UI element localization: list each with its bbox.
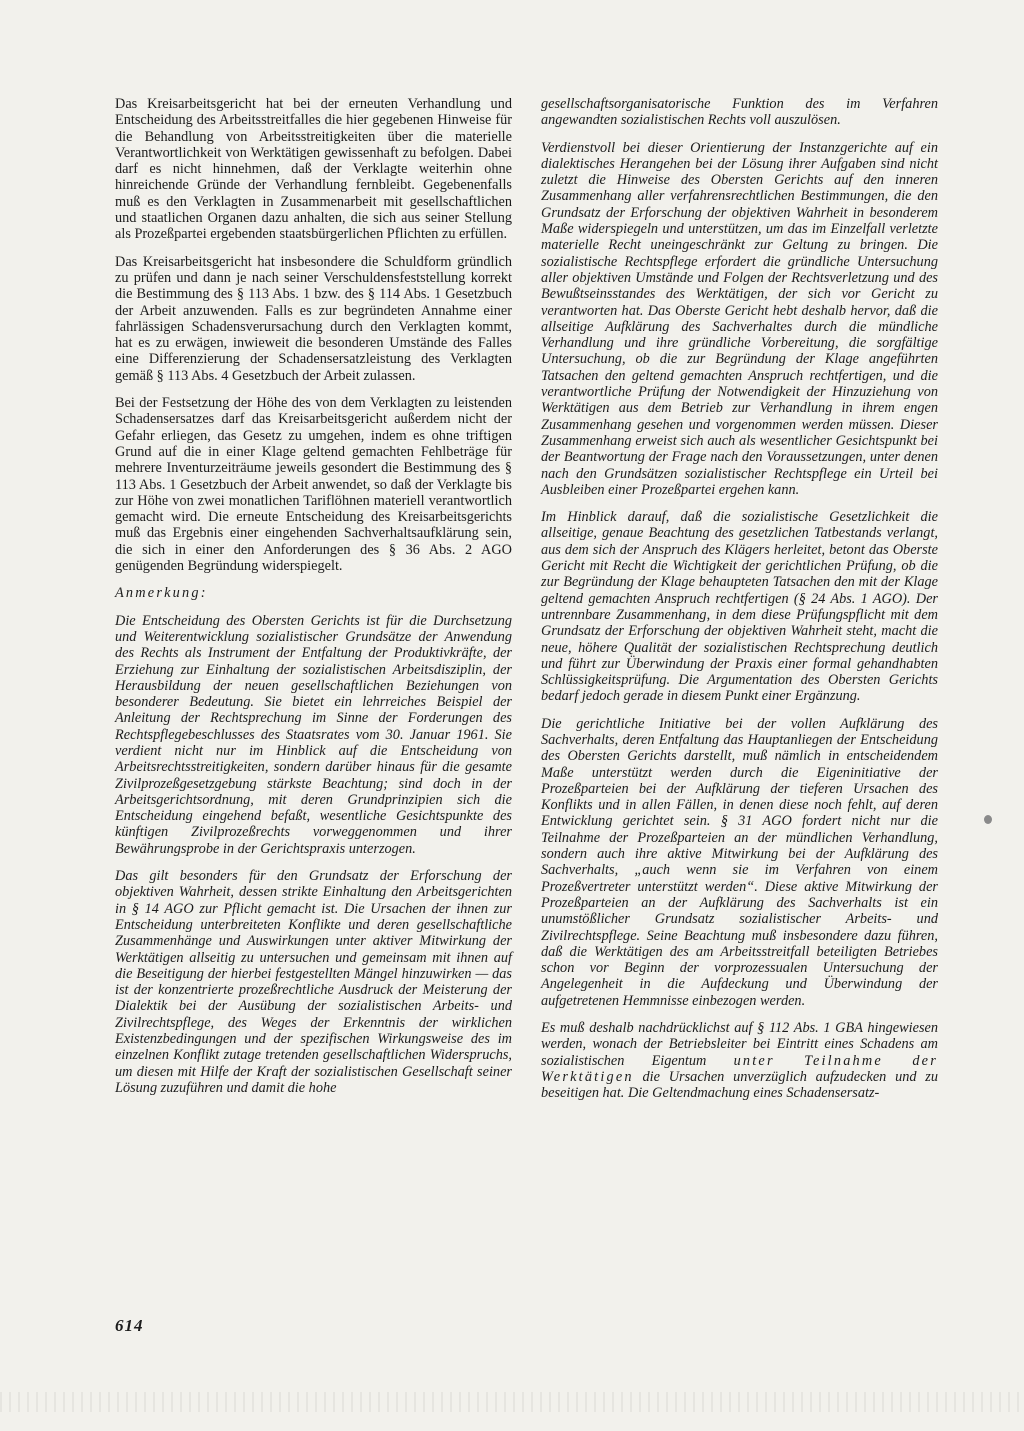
right-column: [541, 96, 938, 1113]
text-run: die Ursachen unverzüglich aufzudecken und zu beseitigen hat. Die Geltendmachung eines Schadensersatz-: [541, 1068, 938, 1102]
last-paragraph: [541, 1020, 938, 1101]
paragraph: Das Kreisarbeitsgericht hat bei der erneuten Verhandlung und Entscheidung des Arbeitsstreitfalles die hier gegebenen Hinweise für die Behandlung von Arbeitsstreitigkeiten über die materielle Verantwortlichkeit von Werktätigen gewissenhaft zu befolgen. Dabei darf es nicht hinnehmen, daß der Verklagte weiterhin ohne hinreichende Gründe der Verhandlung fernbleibt. Gegebenenfalls muß es den Verklagten in Zusammenarbeit mit gesellschaftlichen und staatlichen Organen dazu anhalten, die sich aus seiner Stellung als Prozeßpartei ergebenden staatsbürgerlichen Pflichten zu erfüllen.: [115, 96, 512, 243]
note-paragraph: Das gilt besonders für den Grundsatz der Erforschung der objektiven Wahrheit, dessen strikte Einhaltung den Arbeitsgerichten in § 14 AGO zur Pflicht gemacht ist. Die Ursachen der ihnen zur Entscheidung unterbreiteten Konflikte und deren gesellschaftliche Zusammenhänge und Auswirkungen unter aktiver Mitwirkung der Werktätigen allseitig zu untersuchen und gemeinsam mit ihnen auf die Beseitigung der hierbei festgestellten Mängel hinzuwirken — das ist der konzentrierte prozeßrechtliche Ausdruck der Meisterung der Dialektik bei der Ausübung der sozialistischen Arbeits- und Zivilrechtspflege, des Weges der Erkenntnis der wirklichen Existenzbedingungen und der spezifischen Wirkungsweise des im einzelnen Konflikt zutage tretenden gesellschaftlichen Widerspruchs, um diesen mit Hilfe der Kraft der sozialistischen Gesellschaft seiner Lösung zuzuführen und damit die hohe: [115, 868, 512, 1096]
scan-edge-noise: [0, 1392, 1024, 1412]
note-heading: Anmerkung:: [115, 585, 208, 602]
paragraph: Bei der Festsetzung der Höhe des von dem Verklagten zu leistenden Schadensersatzes darf das Kreisarbeitsgericht außerdem nicht der Gefahr erliegen, das Gesetz zu umgehen, indem es ohne triftigen Grund auf die in einer Klage geltend gemachten Fehlbeträge für mehrere Inventurzeiträume jeweils gesondert die Bestimmung des § 113 Abs. 1 Gesetzbuch der Arbeit anwendet, so daß der Verklagte bis zur Höhe von zwei monatlichen Tariflöhnen materiell verantwortlich gemacht wird. Die erneute Entscheidung des Kreisarbeitsgerichts muß das Ergebnis einer eingehenden Sachverhaltsaufklärung sein, die sich in einer den Anforderungen des § 36 Abs. 2 AGO genügenden Begründung widerspiegelt.: [115, 395, 512, 575]
note-paragraph: Die Entscheidung des Obersten Gerichts ist für die Durchsetzung und Weiterentwicklung sozialistischer Grundsätze der Anwendung des Rechts als Instrument der Entfaltung der Produktivkräfte, der Erziehung zur Einhaltung der sozialistischen Arbeitsdisziplin, der Herausbildung der neuen gesellschaftlichen Beziehungen von besonderer Bedeutung. Sie bietet ein lehrreiches Beispiel der Anleitung der Rechtsprechung im Sinne der Forderungen des Rechtspflegebeschlusses des Staatsrates vom 30. Januar 1961. Sie verdient nicht nur im Hinblick auf die Entscheidung von Arbeitsrechtsstreitigkeiten, sondern darüber hinaus für die gesamte Zivilprozeßgesetzgebung stärkste Beachtung; sind doch in der Arbeitsgerichtsordnung, mit deren Grundprinzipien sich die Entscheidung eingehend befaßt, wesentliche Gesichtspunkte des künftigen Zivilprozeßrechts vorweggenommen und ihrer Bewährungsprobe in der Gerichtspraxis unterzogen.: [115, 612, 512, 857]
text-run: Es muß deshalb nachdrücklichst auf § 112 Abs. 1 GBA hingewiesen werden, wonach der Betriebsleiter bei Eintritt eines Schadens am sozialistischen Eigentum: [541, 1020, 938, 1069]
paragraph: gesellschaftsorganisatorische Funktion des im Verfahren angewandten sozialistischen Rechts voll auszulösen.: [541, 96, 938, 129]
paragraph: Die gerichtliche Initiative bei der vollen Aufklärung des Sachverhalts, deren Entfaltung das Hauptanliegen der Entscheidung des Obersten Gerichts darstellt, muß nämlich in entscheidendem Maße unterstützt werden durch die Eigeninitiative der Prozeßparteien bei der Aufklärung der tieferen Ursachen des Konflikts und in allen Fällen, in denen diese noch fehlt, auf deren Entwicklung gerichtet sein. § 31 AGO fordert nicht nur die Teilnahme der Prozeßparteien an der mündlichen Verhandlung, sondern auch ihre aktive Mitwirkung bei der Aufklärung des Sachverhalts, „auch wenn sie im Verfahren von einem Prozeßvertreter unterstützt werden“. Diese aktive Mitwirkung der Prozeßparteien an der Aufklärung des Sachverhalts ist ein unumstößlicher Grundsatz sozialistischer Arbeits- und Zivilrechtspflege. Seine Beachtung muß insbesondere dazu führen, daß die Werktätigen des am Arbeitsstreitfall beteiligten Betriebes schon vor Beginn der vorprozessualen Untersuchung der Angelegenheit in die Aufdeckung und Überwindung der aufgetretenen Hemmnisse einbezogen werden.: [541, 715, 938, 1009]
left-column: [115, 96, 512, 1107]
scan-speck: [984, 815, 992, 824]
emphasized-text: unter Teilnahme der Werktätigen: [541, 1052, 938, 1085]
paragraph: Verdienstvoll bei dieser Orientierung der Instanzgerichte auf ein dialektisches Herangehen bei der Lösung ihrer Aufgaben sind nicht zuletzt die Hinweise des Obersten Gerichts auf den inneren Zusammenhang aller verfahrensrechtlichen Bestimmungen, die den Grundsatz der Erforschung der objektiven Wahrheit in besonderem Maße widerspiegeln und unterstützen, um das im Einzelfall verletzte materielle Recht uneingeschränkt zur Geltung zu bringen. Die sozialistische Rechtspflege erfordert die gründliche Untersuchung aller objektiven Umstände und Folgen der Rechtsverletzung und des Bewußtseinsstandes des Werktätigen, der sich vor Gericht zu verantworten hat. Das Oberste Gericht hebt deshalb hervor, daß die allseitige Aufklärung des Sachverhaltes durch die mündliche Verhandlung und ihre gründliche Vorbereitung, die sorgfältige Untersuchung, ob die zur Begründung der Klage angeführten Tatsachen den geltend gemachten Anspruch rechtfertigen, und die verantwortliche Prüfung der Notwendigkeit der Hinzuziehung von Werktätigen aus dem Betrieb zur Verhandlung in ihrem engen Zusammenhang gesehen und vorgenommen werden müssen. Dieser Zusammenhang erweist sich auch als wesentlicher Gesichtspunkt bei der Beantwortung der Frage nach den Voraussetzungen, unter denen nach den Grundsätzen sozialistischer Rechtspflege ein Urteil bei Ausbleiben einer Prozeßpartei ergehen kann.: [541, 139, 938, 498]
paragraph: Im Hinblick darauf, daß die sozialistische Gesetzlichkeit die allseitige, genaue Beachtung des gesetzlichen Tatbestands verlangt, aus dem sich der Anspruch des Klägers herleitet, betont das Oberste Gericht mit Recht die Wichtigkeit der gerichtlichen Prüfung, ob die zur Begründung der Klage behaupteten Tatsachen den mit der Klage geltend gemachten Anspruch rechtfertigen (§ 24 Abs. 1 AGO). Der untrennbare Zusammenhang, in dem diese Prüfungspflicht mit dem Grundsatz der Erforschung der objektiven Wahrheit steht, macht die neue, höhere Qualität der sozialistischen Rechtsprechung deutlich und führt zur Überwindung der Praxis einer formal gehandhabten Schlüssigkeitsprüfung. Die Argumentation des Obersten Gerichts bedarf jedoch gerade in diesem Punkt einer Ergänzung.: [541, 509, 938, 705]
paragraph: Das Kreisarbeitsgericht hat insbesondere die Schuldform gründlich zu prüfen und dann je nach seiner Verschuldensfeststellung korrekt die Bestimmung des § 113 Abs. 1 bzw. des § 114 Abs. 1 Gesetzbuch der Arbeit anzuwenden. Falls es zur begründeten Annahme einer fahrlässigen Schadensverursachung durch den Verklagten kommt, hat es zu erwägen, inwieweit die besonderen Umstände des Falles eine Differenzierung der Schadensersatzleistung des Verklagten gemäß § 113 Abs. 4 Gesetzbuch der Arbeit zulassen.: [115, 253, 512, 384]
page-number: 614: [115, 1316, 144, 1335]
